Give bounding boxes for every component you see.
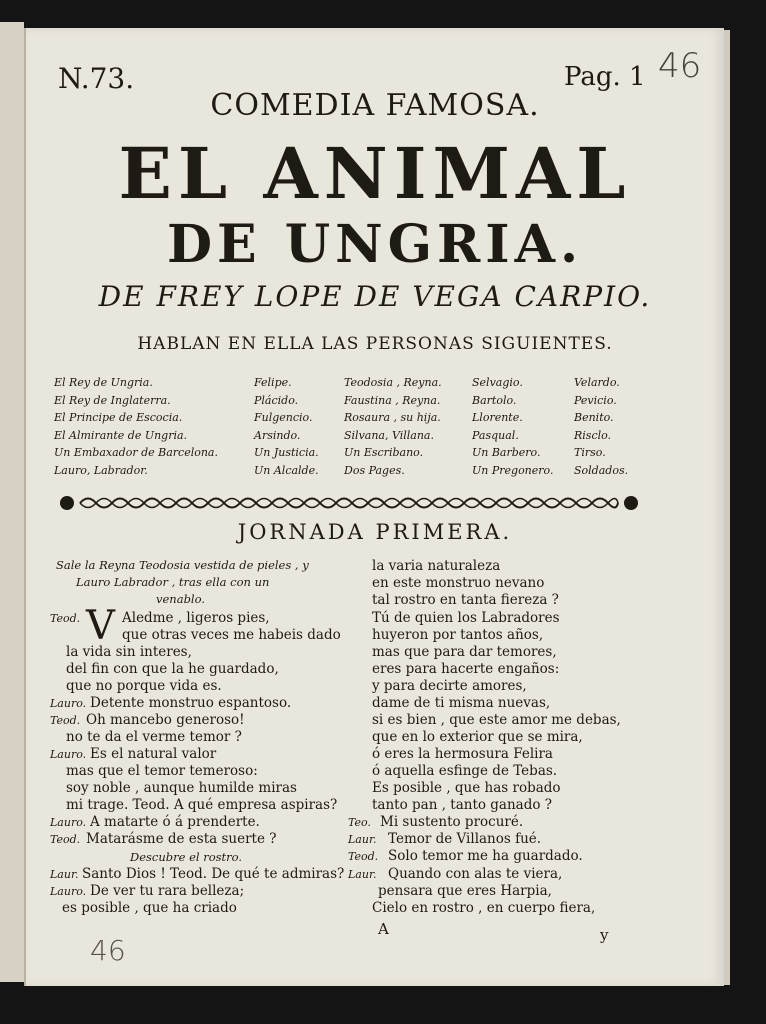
- title-kicker: COMEDIA FAMOSA.: [210, 88, 540, 123]
- verse-line: mi trage. Teod. A qué empresa aspiras?: [66, 797, 338, 813]
- cast-entry: Un Barbero.: [472, 446, 541, 459]
- handwritten-number-top: 46: [658, 46, 702, 86]
- verse-line: mas que el temor temeroso:: [66, 763, 258, 779]
- cast-entry: Velardo.: [574, 376, 620, 389]
- cast-entry: Rosaura , su hija.: [344, 411, 441, 424]
- cast-entry: Plácido.: [254, 393, 299, 407]
- verse-line: que en lo exterior que se mira,: [372, 729, 583, 745]
- cast-entry: Un Pregonero.: [472, 463, 554, 477]
- page-number: Pag. 1: [564, 62, 646, 92]
- speaker-label: Lauro.: [50, 697, 87, 710]
- cast-entry: El Almirante de Ungria.: [54, 428, 188, 442]
- verse-line: tal rostro en tanta fiereza ?: [372, 592, 559, 608]
- cast-entry: Un Embaxador de Barcelona.: [54, 446, 218, 459]
- verse-line: De ver tu rara belleza;: [90, 883, 245, 899]
- verse-line: eres para hacerte engaños:: [372, 661, 560, 677]
- cast-entry: Teodosia , Reyna.: [344, 376, 442, 389]
- cast-entry: Un Alcalde.: [254, 463, 319, 477]
- cast-column-3: [344, 374, 442, 479]
- cast-entry: Felipe.: [254, 376, 292, 389]
- author-line: DE FREY LOPE DE VEGA CARPIO.: [98, 280, 652, 313]
- verse-line: Oh mancebo generoso!: [86, 712, 245, 728]
- cast-entry: Pevicio.: [574, 393, 617, 407]
- stage-direction: Sale la Reyna Teodosia vestida de pieles , y: [56, 558, 309, 572]
- cast-entry: Llorente.: [472, 411, 523, 424]
- verse-line: si es bien , que este amor me debas,: [372, 712, 621, 728]
- cast-entry: Risclo.: [574, 428, 612, 442]
- verse-line: huyeron por tantos años,: [372, 627, 544, 643]
- signature-mark: A: [378, 920, 389, 938]
- verse-line: la vida sin interes,: [66, 644, 192, 660]
- cast-entry: El Rey de Ungria.: [54, 376, 153, 389]
- verse-line: ó eres la hermosura Felira: [372, 746, 553, 762]
- speaker-label: Teod.: [50, 714, 81, 727]
- facing-page-edge: [0, 22, 24, 982]
- verse-line: y para decirte amores,: [372, 678, 527, 694]
- verse-line: Mi sustento procuré.: [380, 814, 524, 830]
- verse-line: dame de ti misma nuevas,: [372, 695, 551, 711]
- verse-line: que otras veces me habeis dado: [122, 627, 341, 643]
- cast-entry: Pasqual.: [472, 428, 519, 442]
- stage-direction: Lauro Labrador , tras ella con un: [76, 575, 270, 589]
- speaker-label: Lauro.: [50, 816, 87, 829]
- cast-column-2: [254, 374, 319, 479]
- verse-line: pensara que eres Harpia,: [378, 883, 552, 899]
- speaker-label: Lauro.: [50, 748, 87, 761]
- title-line-1: EL ANIMAL: [118, 132, 632, 215]
- verse-line: Es el natural valor: [90, 746, 217, 762]
- cast-column-1: [54, 374, 218, 479]
- verse-line: Santo Dios ! Teod. De qué te admiras?: [82, 866, 345, 882]
- cast-entry: Un Escribano.: [344, 446, 424, 459]
- verse-line: Detente monstruo espantoso.: [90, 695, 292, 711]
- title-line-2: DE UNGRIA.: [166, 214, 584, 275]
- verse-line: en este monstruo nevano: [372, 575, 545, 591]
- cast-entry: Selvagio.: [472, 376, 523, 389]
- cast-entry: Lauro, Labrador.: [54, 463, 148, 477]
- verse-line: ó aquella esfinge de Tebas.: [372, 763, 558, 779]
- cast-entry: Un Justicia.: [254, 446, 319, 459]
- verse-line: tanto pan , tanto ganado ?: [372, 797, 553, 813]
- speaker-label: Teod.: [50, 612, 81, 625]
- speaker-label: Laur.: [50, 868, 79, 881]
- cast-entry: Tirso.: [574, 446, 606, 459]
- cast-entry: Dos Pages.: [344, 463, 405, 477]
- play-number: N.73.: [58, 62, 135, 95]
- ornament-divider: [58, 490, 640, 516]
- drop-cap: V: [86, 603, 115, 649]
- speaker-label: Laur.: [348, 868, 377, 881]
- cast-entry: Fulgencio.: [254, 411, 313, 424]
- cast-entry: El Rey de Inglaterra.: [54, 393, 171, 407]
- speaker-label: Teod.: [348, 850, 379, 863]
- verse-line: Es posible , que has robado: [372, 780, 561, 796]
- persons-heading: HABLAN EN ELLA LAS PERSONAS SIGUIENTES.: [137, 334, 613, 354]
- verse-line: A matarte ó á prenderte.: [90, 814, 260, 830]
- speaker-label: Lauro.: [50, 885, 87, 898]
- verse-line: la varia naturaleza: [372, 558, 501, 574]
- verse-line: es posible , que ha criado: [62, 900, 237, 916]
- cast-entry: Bartolo.: [472, 393, 517, 407]
- speaker-label: Teod.: [50, 833, 81, 846]
- act-heading: JORNADA PRIMERA.: [237, 520, 513, 544]
- cast-entry: Soldados.: [574, 463, 629, 477]
- handwritten-number-bottom: 46: [90, 934, 126, 967]
- verse-line: Tú de quien los Labradores: [372, 610, 560, 626]
- verse-line: Solo temor me ha guardado.: [388, 848, 583, 864]
- speaker-label: Teo.: [348, 816, 371, 829]
- verse-line: no te da el verme temor ?: [66, 729, 242, 745]
- verse-line: Quando con alas te viera,: [388, 866, 563, 882]
- verse-line: del fin con que la he guardado,: [66, 661, 279, 677]
- stage-direction: Descubre el rostro.: [130, 850, 243, 864]
- catchword: y: [600, 926, 609, 944]
- verse-line: mas que para dar temores,: [372, 644, 557, 660]
- cast-entry: Faustina , Reyna.: [344, 393, 441, 407]
- verse-line: Aledme , ligeros pies,: [122, 610, 270, 626]
- cast-entry: Benito.: [574, 411, 614, 424]
- cast-entry: Silvana, Villana.: [344, 428, 434, 442]
- book-page: [24, 28, 724, 986]
- cast-entry: El Principe de Escocia.: [54, 411, 183, 424]
- stage-direction: venablo.: [156, 592, 205, 606]
- verse-line: Matarásme de esta suerte ?: [86, 831, 277, 847]
- cast-entry: Arsindo.: [254, 428, 301, 442]
- verse-line: Cielo en rostro , en cuerpo fiera,: [372, 900, 596, 916]
- verse-line: soy noble , aunque humilde miras: [66, 780, 297, 796]
- verse-line: que no porque vida es.: [66, 678, 222, 694]
- verse-line: Temor de Villanos fué.: [388, 831, 542, 847]
- speaker-label: Laur.: [348, 833, 377, 846]
- cast-column-4: [472, 374, 553, 479]
- cast-column-5: [574, 374, 628, 479]
